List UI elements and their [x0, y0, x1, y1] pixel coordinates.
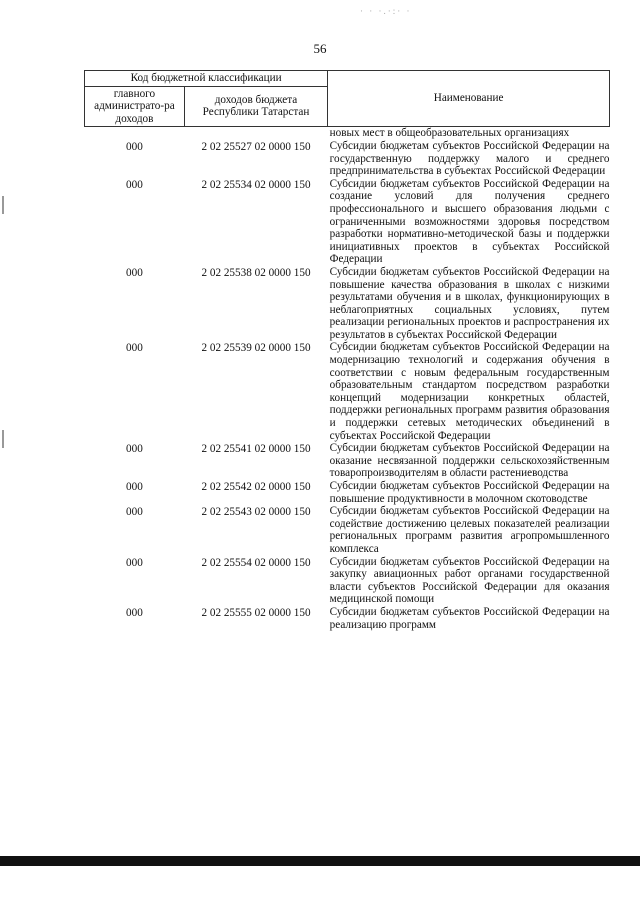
name-cell: Субсидии бюджетам субъектов Российской Федерации на содействие достижению целевых показателей реализации региональных программ развития агропромышленного комплекса [329, 505, 610, 555]
income-code-cell: 2 02 25541 02 0000 150 [201, 443, 311, 456]
admin-code-cell [85, 127, 185, 140]
name-cell: Субсидии бюджетам субъектов Российской Федерации на реализацию программ [329, 605, 610, 631]
table-row [85, 556, 610, 606]
column-header-income: доходов бюджета Республики Татарстан [184, 86, 327, 127]
name-cell: Субсидии бюджетам субъектов Российской Федерации на повышение качества образования в школах с низкими результатами обучения и в школах, функционирующих в неблагоприятных социальных условиях, путем реализации региональных проектов и распространения их результатов в субъектах Российской Федерации [329, 265, 610, 341]
column-header-name: Наименование [328, 71, 610, 127]
income-code-cell: 2 02 25555 02 0000 150 [201, 606, 311, 619]
codes-table [84, 70, 610, 631]
income-code-cell: 2 02 25527 02 0000 150 [201, 140, 311, 153]
admin-code-cell: 000 [126, 506, 143, 519]
income-code-cell [184, 127, 327, 140]
income-code-cell: 2 02 25542 02 0000 150 [201, 481, 311, 493]
table-row [85, 178, 610, 266]
name-cell: Субсидии бюджетам субъектов Российской Федерации на оказание несвязанной поддержки сельскохозяйственным товаропроизводителям в области растениеводства [329, 442, 610, 480]
budget-classification-table [84, 70, 610, 631]
income-code-cell: 2 02 25534 02 0000 150 [201, 178, 311, 191]
table-row [85, 341, 610, 442]
admin-code-cell: 000 [126, 443, 143, 456]
income-code-cell: 2 02 25539 02 0000 150 [201, 342, 311, 355]
scan-noise: · · ·.·:· · [360, 6, 412, 16]
scan-bottom-edge [0, 856, 640, 866]
name-cell: Субсидии бюджетам субъектов Российской Федерации на создание условий для получения среднего профессионального и высшего образования людьми с ограниченными возможностями здоровья посредством разработки нормативно-методической базы и поддержки инициативных проектов в субъектах Российской Федерации [329, 177, 610, 266]
admin-code-cell: 000 [126, 481, 143, 493]
admin-code-cell: 000 [126, 140, 143, 153]
table-row [85, 140, 610, 178]
table-row [85, 127, 610, 140]
income-code-cell: 2 02 25538 02 0000 150 [201, 266, 311, 279]
table-row [85, 266, 610, 342]
scan-edge-mark [2, 196, 4, 214]
admin-code-cell: 000 [126, 178, 143, 191]
income-code-cell: 2 02 25543 02 0000 150 [201, 506, 311, 519]
name-cell: Субсидии бюджетам субъектов Российской Федерации на закупку авиационных работ органами государственной власти субъектов Российской Федерации для оказания медицинской помощи [329, 555, 610, 606]
admin-code-cell: 000 [126, 606, 143, 619]
scan-edge-mark [2, 430, 4, 448]
table-row [85, 480, 610, 505]
table-body [85, 127, 610, 631]
column-header-admin: главного администрато-ра доходов [85, 86, 185, 127]
name-cell: Субсидии бюджетам субъектов Российской Федерации на повышение продуктивности в молочном скотоводстве [329, 480, 610, 505]
table-row [85, 606, 610, 631]
table-row [85, 505, 610, 555]
name-cell: Субсидии бюджетам субъектов Российской Федерации на государственную поддержку малого и среднего предпринимательства в субъектах Российской Федерации [329, 139, 610, 178]
group-header: Код бюджетной классификации [85, 71, 328, 87]
name-cell: новых мест в общеобразовательных организациях [329, 127, 570, 140]
page-number: 56 [313, 41, 327, 56]
admin-code-cell: 000 [126, 266, 143, 279]
table-row [85, 442, 610, 480]
admin-code-cell: 000 [126, 556, 143, 569]
name-cell: Субсидии бюджетам субъектов Российской Федерации на модернизацию технологий и содержания обучения в соответствии с новым федеральным государственным образовательным стандартом посредством разработки концепций модернизации конкретных областей, поддержки региональных программ развития образования и поддержки сетевых методических объединений в субъектах Российской Федерации [329, 341, 610, 442]
income-code-cell: 2 02 25554 02 0000 150 [201, 556, 311, 569]
admin-code-cell: 000 [126, 342, 143, 355]
